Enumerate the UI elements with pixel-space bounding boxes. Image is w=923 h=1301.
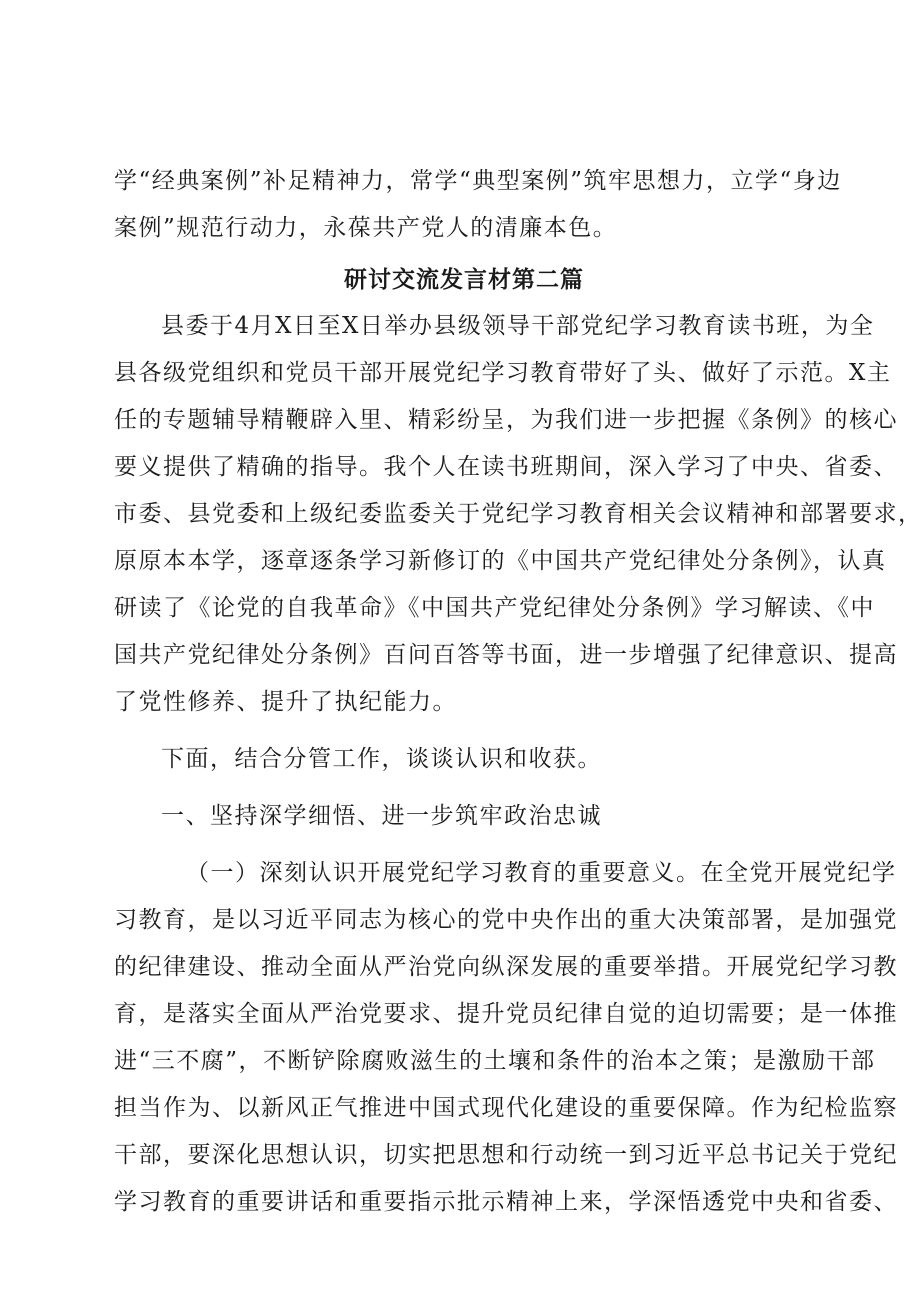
document-body bbox=[114, 158, 923, 1226]
text-line: 习教育，是以习近平同志为核心的党中央作出的重大决策部署，是加强党 bbox=[114, 907, 898, 933]
text-line: 学“经典案例”补足精神力，常学“典型案例”筑牢思想力，立学“身边 bbox=[114, 168, 842, 194]
subheading: 一、坚持深学细悟、进一步筑牢政治忠诚 bbox=[161, 803, 602, 829]
text-line: 育，是落实全面从严治党要求、提升党员纪律自觉的迫切需要；是一体推 bbox=[114, 1001, 898, 1027]
text-line: （一）深刻认识开展党纪学习教育的重要意义。在全党开展党纪学 bbox=[186, 860, 897, 886]
text-line: 进“三不腐”，不断铲除腐败滋生的土壤和条件的治本之策；是激励干部 bbox=[114, 1048, 876, 1074]
section-title: 研讨交流发言材第二篇 bbox=[344, 266, 584, 293]
intro-paragraph bbox=[114, 158, 842, 252]
paragraph-3 bbox=[114, 850, 898, 1226]
text-line: 担当作为、以新风正气推进中国式现代化建设的重要保障。作为纪检监察 bbox=[114, 1095, 898, 1121]
paragraph-1 bbox=[114, 303, 923, 726]
text-line: 要义提供了精确的指导。我个人在读书班期间，深入学习了中央、省委、 bbox=[114, 454, 898, 480]
text-line: 研读了《论党的自我革命》《中国共产党纪律处分条例》学习解读、《中 bbox=[114, 595, 875, 621]
text-line: 了党性修养、提升了执纪能力。 bbox=[114, 689, 457, 715]
text-line: 原原本本学，逐章逐条学习新修订的《中国共产党纪律处分条例》，认真 bbox=[114, 548, 887, 574]
paragraph-2: 下面，结合分管工作，谈谈认识和收获。 bbox=[161, 746, 602, 772]
text-line: 学习教育的重要讲话和重要指示批示精神上来，学深悟透党中央和省委、 bbox=[114, 1189, 898, 1215]
text-line: 任的专题辅导精鞭辟入里、精彩纷呈，为我们进一步把握《条例》的核心 bbox=[114, 407, 898, 433]
text-line: 市委、县党委和上级纪委监委关于党纪学习教育相关会议精神和部署要求， bbox=[114, 501, 923, 527]
text-line: 县委于4月X日至X日举办县级领导干部党纪学习教育读书班，为全 bbox=[161, 313, 875, 339]
text-line: 的纪律建设、推动全面从严治党向纵深发展的重要举措。开展党纪学习教 bbox=[114, 954, 898, 980]
text-line: 国共产党纪律处分条例》百问百答等书面，进一步增强了纪律意识、提高 bbox=[114, 642, 898, 668]
text-line: 案例”规范行动力，永葆共产党人的清廉本色。 bbox=[114, 215, 618, 241]
text-line: 干部，要深化思想认识，切实把思想和行动统一到习近平总书记关于党纪 bbox=[114, 1142, 898, 1168]
text-line: 县各级党组织和党员干部开展党纪学习教育带好了头、做好了示范。X主 bbox=[114, 360, 892, 386]
